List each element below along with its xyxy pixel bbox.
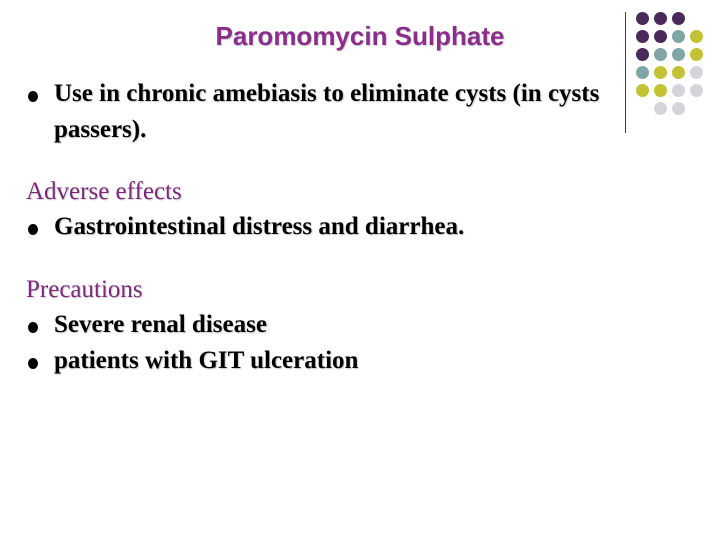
precautions-item (26, 307, 706, 343)
bullet-dot-icon (28, 91, 38, 102)
precautions-section (26, 273, 706, 379)
decorative-dot (654, 12, 667, 25)
adverse-effects-section (26, 175, 706, 245)
intro-bullet-list (26, 76, 706, 148)
intro-section (26, 76, 706, 148)
decorative-dot (654, 30, 667, 43)
decorative-dot (672, 30, 685, 43)
adverse-effects-list (26, 209, 706, 245)
precautions-item-text: Severe renal disease (54, 311, 267, 338)
bullet-dot-icon (28, 358, 38, 369)
precautions-item (26, 343, 706, 379)
decorative-dot (636, 12, 649, 25)
adverse-effects-item (26, 209, 706, 245)
intro-bullet-text: Use in chronic amebiasis to eliminate cysts (in cysts passers). (54, 80, 600, 143)
bullet-dot-icon (28, 322, 38, 333)
decorative-dot (690, 48, 703, 61)
decorative-dot (636, 48, 649, 61)
precautions-item-text: patients with GIT ulceration (54, 347, 359, 374)
decorative-dot (654, 48, 667, 61)
decorative-dot (672, 48, 685, 61)
slide-title: Paromomycin Sulphate (215, 21, 505, 51)
precautions-list (26, 307, 706, 379)
decorative-dot (636, 30, 649, 43)
intro-bullet-item (26, 76, 614, 148)
decorative-dot (672, 12, 685, 25)
precautions-heading: Precautions (26, 276, 143, 303)
adverse-effects-heading: Adverse effects (26, 178, 182, 205)
bullet-dot-icon (28, 224, 38, 235)
adverse-effects-item-text: Gastrointestinal distress and diarrhea. (54, 213, 465, 240)
decorative-dot (690, 30, 703, 43)
